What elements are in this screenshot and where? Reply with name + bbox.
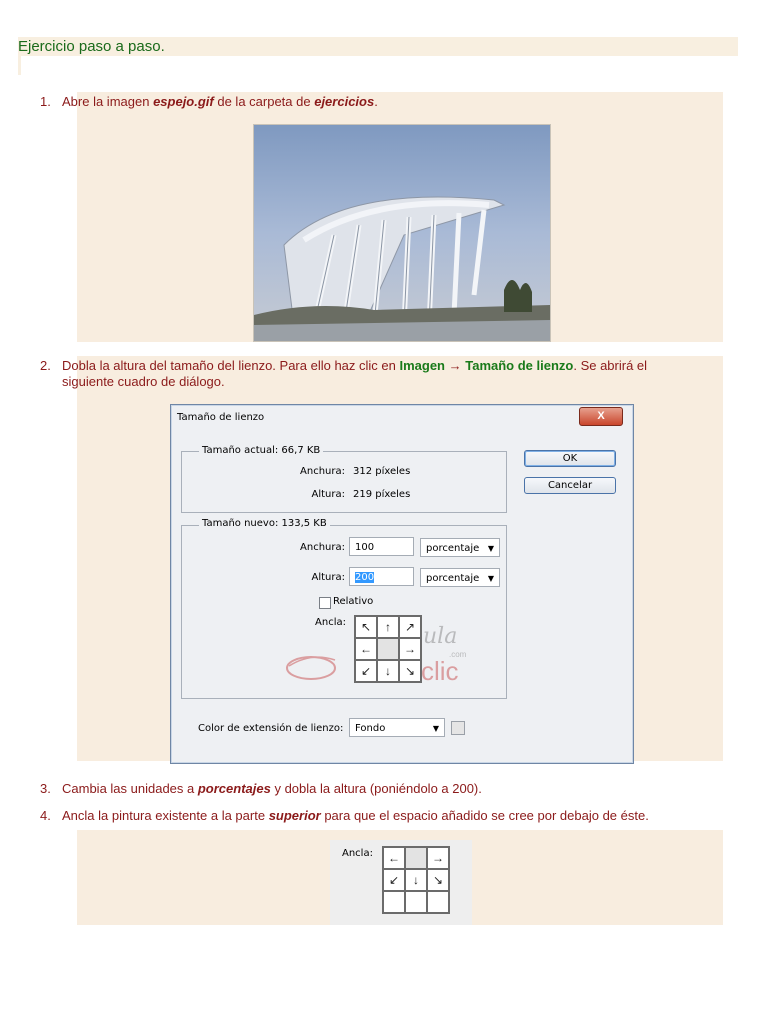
height-unit-select[interactable]: porcentaje ▼ — [420, 568, 500, 587]
building-photo — [254, 125, 550, 341]
cancel-button[interactable]: Cancelar — [524, 477, 616, 494]
anchor-example-top-left: ← — [383, 847, 405, 869]
anchor-cell-bottom-right[interactable]: ↘ — [399, 660, 421, 682]
anchor-cell-bottom-left[interactable]: ↙ — [355, 660, 377, 682]
anchor-cell-center[interactable] — [377, 638, 399, 660]
new-width-label: Anchura: — [300, 542, 345, 553]
new-height-label: Altura: — [311, 572, 345, 583]
current-width-label: Anchura: — [300, 466, 345, 477]
relative-label: Relativo — [333, 596, 374, 607]
current-height-value: 219 píxeles — [353, 489, 411, 500]
anchor-example-bottom — [405, 891, 427, 913]
anchor-cell-right[interactable]: → — [399, 638, 421, 660]
watermark-text-com: .com — [449, 650, 467, 659]
height-input[interactable]: 200 — [349, 567, 414, 586]
page-title: Ejercicio paso a paso. — [18, 38, 165, 55]
current-height-label: Altura: — [311, 489, 345, 500]
current-size-legend: Tamaño actual: 66,7 KB — [199, 445, 323, 456]
step-1: 1. Abre la imagen espejo.gif de la carpeta de ejercicios. — [40, 94, 378, 109]
anchor-example-right: ↘ — [427, 869, 449, 891]
watermark-text-ula: ula — [423, 624, 458, 649]
close-button[interactable]: X — [579, 407, 623, 426]
anchor-cell-top-right[interactable]: ↗ — [399, 616, 421, 638]
anchor-example-label: Ancla: — [342, 848, 373, 859]
anchor-example-center: ↓ — [405, 869, 427, 891]
extension-color-label: Color de extensión de lienzo: — [198, 723, 344, 734]
anchor-example-top — [405, 847, 427, 869]
extension-color-select[interactable]: Fondo ▼ — [349, 718, 445, 737]
chevron-down-icon: ▼ — [487, 544, 494, 553]
new-size-legend: Tamaño nuevo: 133,5 KB — [199, 518, 330, 529]
anchor-example-grid — [382, 846, 450, 914]
anchor-example-bottom-right — [427, 891, 449, 913]
anchor-cell-bottom[interactable]: ↓ — [377, 660, 399, 682]
chevron-down-icon: ▼ — [487, 574, 494, 583]
step-3: 3. Cambia las unidades a porcentajes y dobla la altura (poniéndolo a 200). — [40, 781, 482, 796]
relative-checkbox[interactable] — [319, 597, 331, 609]
anchor-example-bottom-left — [383, 891, 405, 913]
current-width-value: 312 píxeles — [353, 466, 411, 477]
canvas-size-dialog — [170, 404, 634, 764]
anchor-cell-top-left[interactable]: ↖ — [355, 616, 377, 638]
chevron-down-icon: ▼ — [432, 724, 439, 733]
anchor-cell-top[interactable]: ↑ — [377, 616, 399, 638]
anchor-cell-left[interactable]: ← — [355, 638, 377, 660]
ok-button[interactable]: OK — [524, 450, 616, 467]
anchor-label: Ancla: — [315, 617, 346, 628]
step-4: 4. Ancla la pintura existente a la parte superior para que el espacio añadido se cree por debajo de éste. — [40, 808, 649, 823]
current-size-group — [181, 451, 507, 513]
dialog-title: Tamaño de lienzo — [177, 412, 265, 423]
extension-color-swatch[interactable] — [451, 721, 465, 735]
watermark-text-clic: clic — [421, 656, 459, 686]
anchor-example-top-right: → — [427, 847, 449, 869]
step-2: 2. Dobla la altura del tamaño del lienzo. Para ello haz clic en Imagen → Tamaño de lienzo. Se abrirá el siguiente cuadro de diálogo. — [40, 358, 648, 389]
espejo-image — [253, 124, 551, 342]
anchor-top-example — [330, 840, 472, 925]
anchor-example-left: ↙ — [383, 869, 405, 891]
anchor-grid — [354, 615, 422, 683]
width-unit-select[interactable]: porcentaje ▼ — [420, 538, 500, 557]
width-input[interactable]: 100 — [349, 537, 414, 556]
